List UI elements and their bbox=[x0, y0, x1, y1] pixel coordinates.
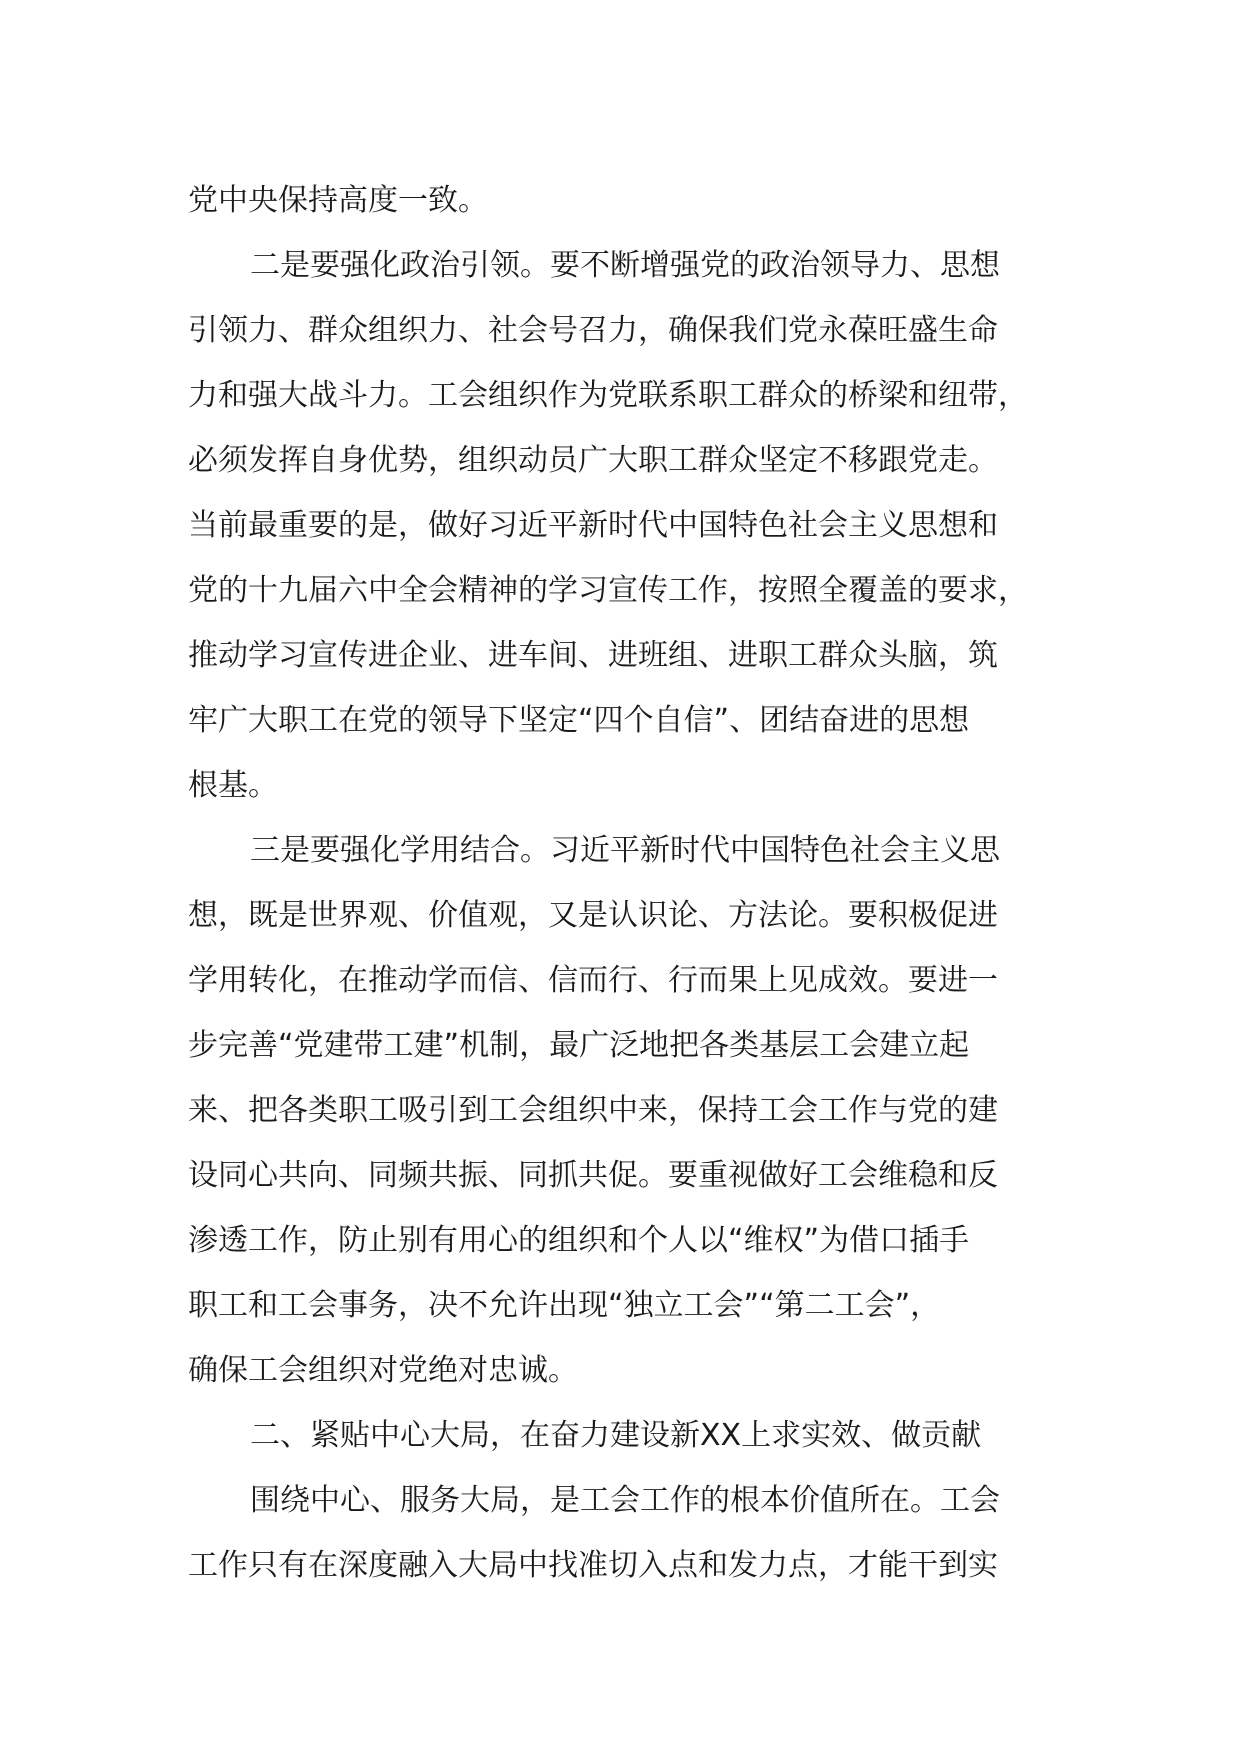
text-line: 引领力、群众组织力、社会号召力，确保我们党永葆旺盛生命 bbox=[188, 313, 998, 348]
text-line: 牢广大职工在党的领导下坚定“四个自信”、团结奋进的思想 bbox=[188, 703, 970, 738]
text-line: 确保工会组织对党绝对忠诚。 bbox=[188, 1353, 578, 1388]
text-line: 围绕中心、服务大局，是工会工作的根本价值所在。工会 bbox=[250, 1483, 1000, 1518]
section-heading: 二、紧贴中心大局，在奋力建设新XX上求实效、做贡献 bbox=[250, 1418, 982, 1453]
text-line: 党的十九届六中全会精神的学习宣传工作，按照全覆盖的要求， bbox=[188, 573, 1028, 608]
text-line: 力和强大战斗力。工会组织作为党联系职工群众的桥梁和纽带， bbox=[188, 378, 1028, 413]
text-line: 步完善“党建带工建”机制，最广泛地把各类基层工会建立起 bbox=[188, 1028, 970, 1063]
text-line: 推动学习宣传进企业、进车间、进班组、进职工群众头脑，筑 bbox=[188, 638, 998, 673]
text-line: 学用转化，在推动学而信、信而行、行而果上见成效。要进一 bbox=[188, 963, 998, 998]
text-line: 工作只有在深度融入大局中找准切入点和发力点，才能干到实 bbox=[188, 1548, 998, 1583]
text-line: 根基。 bbox=[188, 768, 278, 803]
text-line: 当前最重要的是，做好习近平新时代中国特色社会主义思想和 bbox=[188, 508, 998, 543]
body-text bbox=[188, 168, 1068, 1598]
text-line: 三是要强化学用结合。习近平新时代中国特色社会主义思 bbox=[250, 833, 1000, 868]
text-line: 来、把各类职工吸引到工会组织中来，保持工会工作与党的建 bbox=[188, 1093, 998, 1128]
text-line: 二是要强化政治引领。要不断增强党的政治领导力、思想 bbox=[250, 248, 1000, 283]
text-line: 职工和工会事务，决不允许出现“独立工会”“第二工会”， bbox=[188, 1288, 941, 1323]
text-line: 党中央保持高度一致。 bbox=[188, 183, 488, 218]
text-line: 想，既是世界观、价值观，又是认识论、方法论。要积极促进 bbox=[188, 898, 998, 933]
text-line: 设同心共向、同频共振、同抓共促。要重视做好工会维稳和反 bbox=[188, 1158, 998, 1193]
text-line: 必须发挥自身优势，组织动员广大职工群众坚定不移跟党走。 bbox=[188, 443, 998, 478]
text-line: 渗透工作，防止别有用心的组织和个人以“维权”为借口插手 bbox=[188, 1223, 970, 1258]
